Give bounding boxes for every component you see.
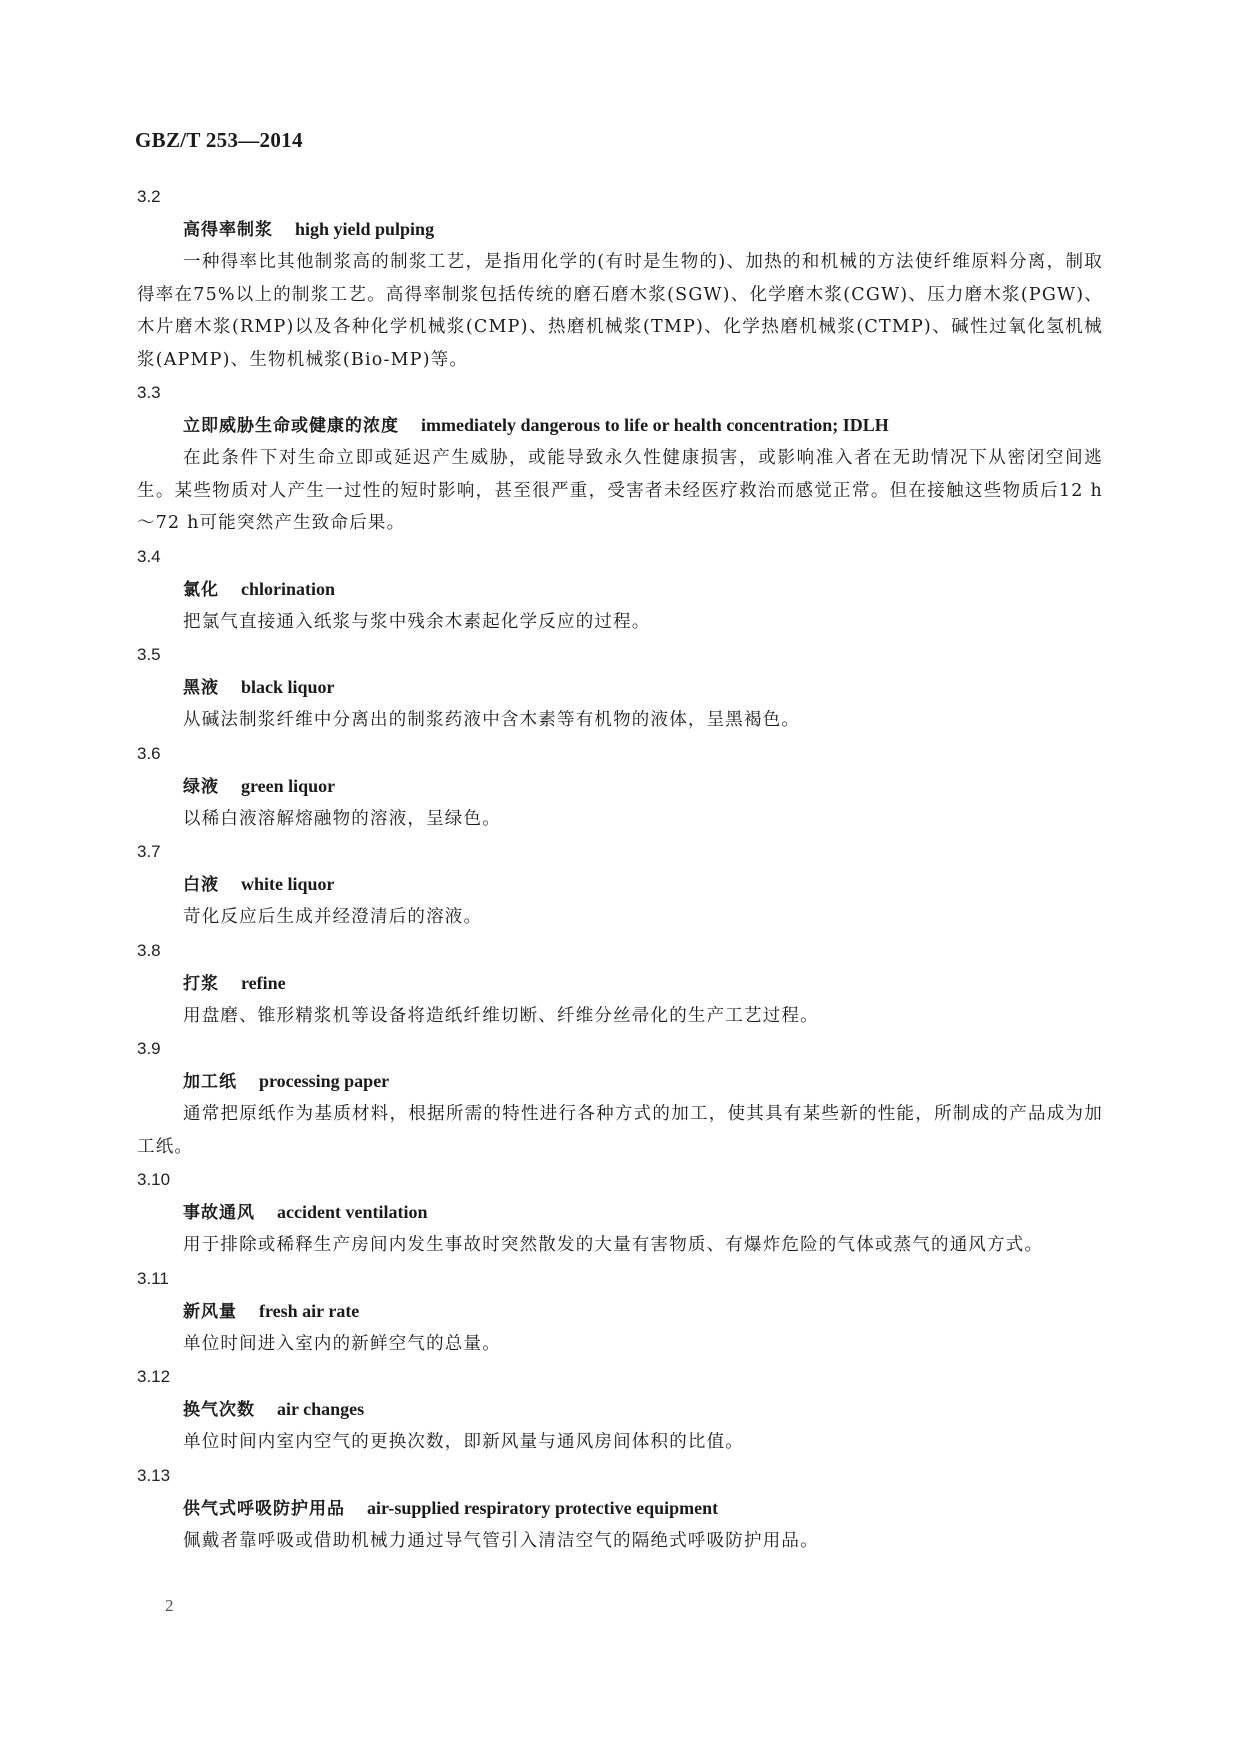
term-english: fresh air rate xyxy=(259,1300,360,1321)
term-chinese: 供气式呼吸防护用品 xyxy=(183,1498,345,1519)
term-heading xyxy=(137,573,1103,606)
term-entry xyxy=(137,1032,1103,1163)
term-entry xyxy=(137,638,1103,737)
term-entry xyxy=(137,737,1103,836)
clause-number: 3.10 xyxy=(137,1170,171,1189)
term-definition: 单位时间内室内空气的更换次数，即新风量与通风房间体积的比值。 xyxy=(183,1432,744,1452)
term-entry xyxy=(137,1360,1103,1459)
term-chinese: 事故通风 xyxy=(183,1203,255,1223)
term-entry xyxy=(137,1163,1103,1262)
term-english: air-supplied respiratory protective equipment xyxy=(367,1497,719,1518)
term-heading xyxy=(137,213,1103,246)
term-heading xyxy=(137,1295,1103,1328)
term-entry xyxy=(137,1459,1103,1558)
term-heading xyxy=(137,671,1103,704)
term-definition: 佩戴者靠呼吸或借助机械力通过导气管引入清洁空气的隔绝式呼吸防护用品。 xyxy=(183,1530,819,1551)
term-heading xyxy=(137,1492,1103,1525)
term-english: white liquor xyxy=(241,874,335,894)
term-definition: 在此条件下对生命立即或延迟产生威胁，或能导致永久性健康损害，或影响准入者在无助情况下从密闭空间逃生。某些物质对人产生一过性的短时影响，甚至很严重，受害者未经医疗救治而感觉正常。但在接触这些物质后12 h～72 h可能突然产生致命后果。 xyxy=(137,448,1103,533)
term-entry xyxy=(137,934,1103,1033)
term-heading xyxy=(137,967,1103,1000)
term-heading xyxy=(137,868,1103,901)
term-definition: 从碱法制浆纤维中分离出的制浆药液中含木素等有机物的液体，呈黑褐色。 xyxy=(183,710,801,730)
term-heading xyxy=(137,1393,1103,1426)
term-heading xyxy=(137,1065,1103,1098)
term-entry xyxy=(137,180,1103,376)
term-chinese: 黑液 xyxy=(183,678,219,698)
term-chinese: 白液 xyxy=(183,875,219,895)
term-english: black liquor xyxy=(241,677,335,697)
term-english: air changes xyxy=(277,1399,365,1419)
term-entry xyxy=(137,1262,1103,1361)
term-chinese: 氯化 xyxy=(183,579,219,600)
term-definition: 把氯气直接通入纸浆与浆中残余木素起化学反应的过程。 xyxy=(183,611,651,632)
term-heading xyxy=(137,409,1103,442)
term-heading xyxy=(137,770,1103,803)
term-heading xyxy=(137,1196,1103,1229)
clause-number: 3.2 xyxy=(137,187,161,206)
term-english: chlorination xyxy=(241,578,336,599)
clause-number: 3.12 xyxy=(137,1367,171,1386)
term-chinese: 绿液 xyxy=(183,776,219,797)
term-chinese: 新风量 xyxy=(183,1301,237,1322)
term-english: processing paper xyxy=(259,1071,390,1091)
page-number: 2 xyxy=(165,1596,174,1615)
term-chinese: 高得率制浆 xyxy=(183,220,273,240)
term-definition: 单位时间进入室内的新鲜空气的总量。 xyxy=(183,1333,501,1354)
term-english: high yield pulping xyxy=(295,219,435,239)
term-chinese: 立即威胁生命或健康的浓度 xyxy=(183,416,399,436)
term-definition: 通常把原纸作为基质材料，根据所需的特性进行各种方式的加工，使其具有某些新的性能，所制成的产品成为加工纸。 xyxy=(137,1104,1103,1157)
clause-number: 3.6 xyxy=(137,743,161,763)
term-entry xyxy=(137,540,1103,639)
clause-number: 3.7 xyxy=(137,842,161,861)
clause-number: 3.11 xyxy=(137,1268,169,1288)
clause-number: 3.9 xyxy=(137,1039,161,1058)
clause-number: 3.13 xyxy=(137,1465,171,1485)
term-definition: 用盘磨、锥形精浆机等设备将造纸纤维切断、纤维分丝帚化的生产工艺过程。 xyxy=(183,1005,819,1026)
term-definition: 以稀白液溶解熔融物的溶液，呈绿色。 xyxy=(183,808,501,829)
clause-number: 3.4 xyxy=(137,546,161,566)
term-english: green liquor xyxy=(241,775,336,796)
terms-list xyxy=(137,180,1103,1557)
term-chinese: 打浆 xyxy=(183,973,219,994)
document-code: GBZ/T 253—2014 xyxy=(135,128,303,152)
term-definition: 苛化反应后生成并经澄清后的溶液。 xyxy=(183,907,483,927)
term-entry xyxy=(137,376,1103,540)
term-definition: 一种得率比其他制浆高的制浆工艺，是指用化学的(有时是生物的)、加热的和机械的方法使纤维原料分离，制取得率在75%以上的制浆工艺。高得率制浆包括传统的磨石磨木浆(SGW)、化学磨木浆(CGW)、压力磨木浆(PGW)、木片磨木浆(RMP)以及各种化学机械浆(CMP)、热磨机械浆(TMP)、化学热磨机械浆(CTMP)、碱性过氧化氢机械浆(APMP)、生物机械浆(Bio-MP)等。 xyxy=(137,252,1103,370)
term-english: immediately dangerous to life or health concentration; IDLH xyxy=(421,415,889,435)
term-english: refine xyxy=(241,972,286,993)
clause-number: 3.8 xyxy=(137,940,161,960)
clause-number: 3.3 xyxy=(137,383,161,402)
term-chinese: 加工纸 xyxy=(183,1072,237,1092)
clause-number: 3.5 xyxy=(137,645,161,664)
term-english: accident ventilation xyxy=(277,1202,428,1222)
term-definition: 用于排除或稀释生产房间内发生事故时突然散发的大量有害物质、有爆炸危险的气体或蒸气的通风方式。 xyxy=(183,1235,1044,1255)
term-entry xyxy=(137,835,1103,934)
term-chinese: 换气次数 xyxy=(183,1400,255,1420)
